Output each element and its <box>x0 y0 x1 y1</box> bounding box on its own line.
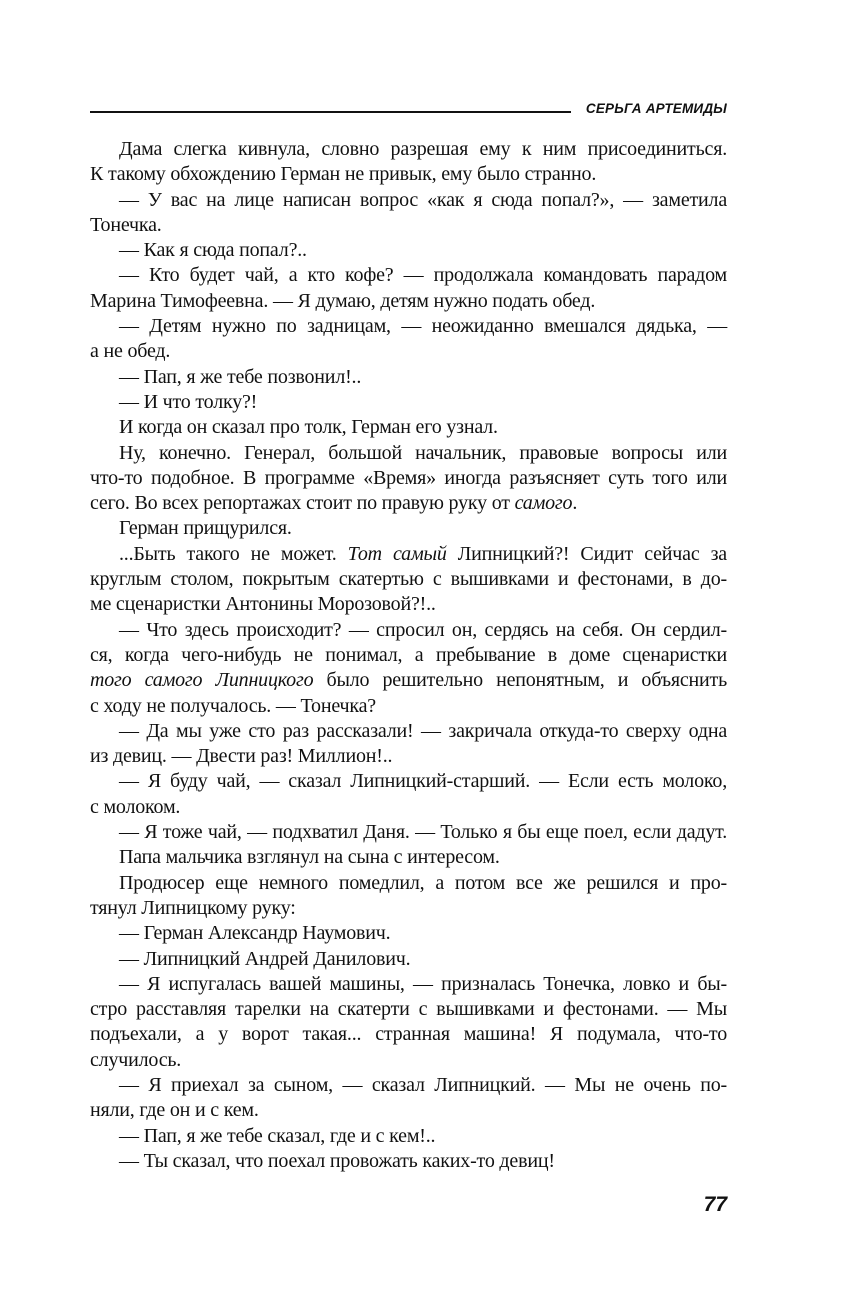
text-line <box>90 1124 727 1149</box>
text-segment: — Пап, я же тебе сказал, где и с кем!.. <box>119 1124 436 1147</box>
text-segment: Липницкий?! Сидит сейчас за <box>446 542 727 565</box>
text-line <box>90 263 727 288</box>
text-segment: — Я приехал за сыном, — сказал Липницкий. — Мы не очень по- <box>119 1073 727 1096</box>
text-line <box>90 213 727 238</box>
text-line <box>90 820 727 845</box>
text-line <box>90 643 727 668</box>
text-line <box>90 896 727 921</box>
text-line <box>90 516 727 541</box>
text-line <box>90 744 727 769</box>
text-line <box>90 162 727 187</box>
text-segment: К такому обхождению Герман не привык, ему было странно. <box>90 163 597 186</box>
text-segment: ме сценаристки Антонины Морозовой?!.. <box>90 593 436 616</box>
text-segment: — У вас на лице написан вопрос «как я сюда попал?», — заметила <box>119 188 727 211</box>
text-segment: — Пап, я же тебе позвонил!.. <box>119 365 362 388</box>
text-segment: — Кто будет чай, а кто кофе? — продолжала командовать парадом <box>119 264 727 287</box>
text-line <box>90 365 727 390</box>
text-line <box>90 542 727 567</box>
text-line <box>90 719 727 744</box>
text-segment: подъехали, а у ворот такая... странная машина! Я подумала, что-то <box>90 1023 727 1046</box>
text-line <box>90 668 727 693</box>
text-line <box>90 491 727 516</box>
text-segment: — Как я сюда попал?.. <box>119 239 307 262</box>
text-line <box>90 1073 727 1098</box>
text-line <box>90 592 727 617</box>
text-segment: было решительно непонятным, и объяснить <box>313 669 727 692</box>
text-segment: — Да мы уже сто раз рассказали! — закричала откуда-то сверху одна <box>119 719 727 742</box>
text-segment: — Ты сказал, что поехал провожать каких-то девиц! <box>119 1149 555 1172</box>
text-segment: что-то подобное. В программе «Время» иногда разъясняет суть того или <box>90 466 727 489</box>
text-segment: Дама слегка кивнула, словно разрешая ему к ним присоединиться. <box>119 138 727 160</box>
text-line <box>90 972 727 997</box>
text-segment: случилось. <box>90 1048 182 1071</box>
text-segment: — Герман Александр Наумович. <box>119 922 391 945</box>
text-line <box>90 137 727 162</box>
text-line <box>90 845 727 870</box>
text-line <box>90 466 727 491</box>
text-segment: — И что толку?! <box>119 390 258 413</box>
text-line <box>90 188 727 213</box>
text-line <box>90 1048 727 1073</box>
text-segment: — Я буду чай, — сказал Липницкий-старший. — Если есть молоко, <box>119 770 727 793</box>
running-title: СЕРЬГА АРТЕМИДЫ <box>585 101 727 116</box>
italic-text: того самого Липницкого <box>90 669 314 692</box>
text-segment: Герман прищурился. <box>119 517 292 540</box>
text-line <box>90 1098 727 1123</box>
text-line <box>90 238 727 263</box>
text-segment: Тонечка. <box>90 213 162 236</box>
italic-text: Тот самый <box>347 542 447 565</box>
text-segment: . <box>572 492 578 515</box>
text-line <box>90 415 727 440</box>
text-line <box>90 694 727 719</box>
text-line <box>90 1149 727 1174</box>
text-segment: стро расставляя тарелки на скатерти с вышивками и фестонами. — Мы <box>90 998 727 1021</box>
text-segment: Марина Тимофеевна. — Я думаю, детям нужно подать обед. <box>90 289 596 312</box>
text-line <box>90 1022 727 1047</box>
text-segment: — Я испугалась вашей машины, — призналась Тонечка, ловко и бы- <box>119 972 727 995</box>
text-segment: — Липницкий Андрей Данилович. <box>119 947 411 970</box>
text-segment: И когда он сказал про толк, Герман его узнал. <box>119 416 498 439</box>
text-line <box>90 441 727 466</box>
text-line <box>90 871 727 896</box>
text-segment: ся, когда чего-нибудь не понимал, а пребывание в доме сценаристки <box>90 643 727 666</box>
text-segment: с молоком. <box>90 795 181 818</box>
text-line <box>90 314 727 339</box>
header-rule <box>90 111 571 113</box>
italic-text: самого <box>514 492 573 515</box>
text-line <box>90 769 727 794</box>
page-number: 77 <box>703 1193 727 1216</box>
text-segment: Ну, конечно. Генерал, большой начальник, правовые вопросы или <box>119 441 727 464</box>
text-line <box>90 997 727 1022</box>
text-segment: ...Быть такого не может. <box>119 542 348 565</box>
text-segment: сего. Во всех репортажах стоит по правую руку от <box>90 492 515 515</box>
text-segment: Продюсер еще немного помедлил, а потом все же решился и про- <box>119 871 727 894</box>
text-segment: — Я тоже чай, — подхватил Даня. — Только я бы еще поел, если дадут. <box>119 821 727 844</box>
text-line <box>90 567 727 592</box>
text-line <box>90 947 727 972</box>
text-segment: — Детям нужно по задницам, — неожиданно вмешался дядька, — <box>119 315 727 338</box>
text-segment: Папа мальчика взглянул на сына с интересом. <box>119 846 500 869</box>
text-line <box>90 289 727 314</box>
text-line <box>90 921 727 946</box>
text-segment: — Что здесь происходит? — спросил он, сердясь на себя. Он сердил- <box>119 618 727 641</box>
text-line <box>90 618 727 643</box>
text-segment: круглым столом, покрытым скатертью с вышивками и фестонами, в до- <box>90 568 727 591</box>
text-segment: из девиц. — Двести раз! Миллион!.. <box>90 745 393 768</box>
text-segment: с ходу не получалось. — Тонечка? <box>90 694 376 717</box>
text-line <box>90 339 727 364</box>
text-segment: няли, где он и с кем. <box>90 1099 259 1122</box>
body-text <box>90 137 727 1174</box>
text-line <box>90 795 727 820</box>
text-segment: тянул Липницкому руку: <box>90 896 296 919</box>
text-line <box>90 390 727 415</box>
text-segment: а не обед. <box>90 340 171 363</box>
